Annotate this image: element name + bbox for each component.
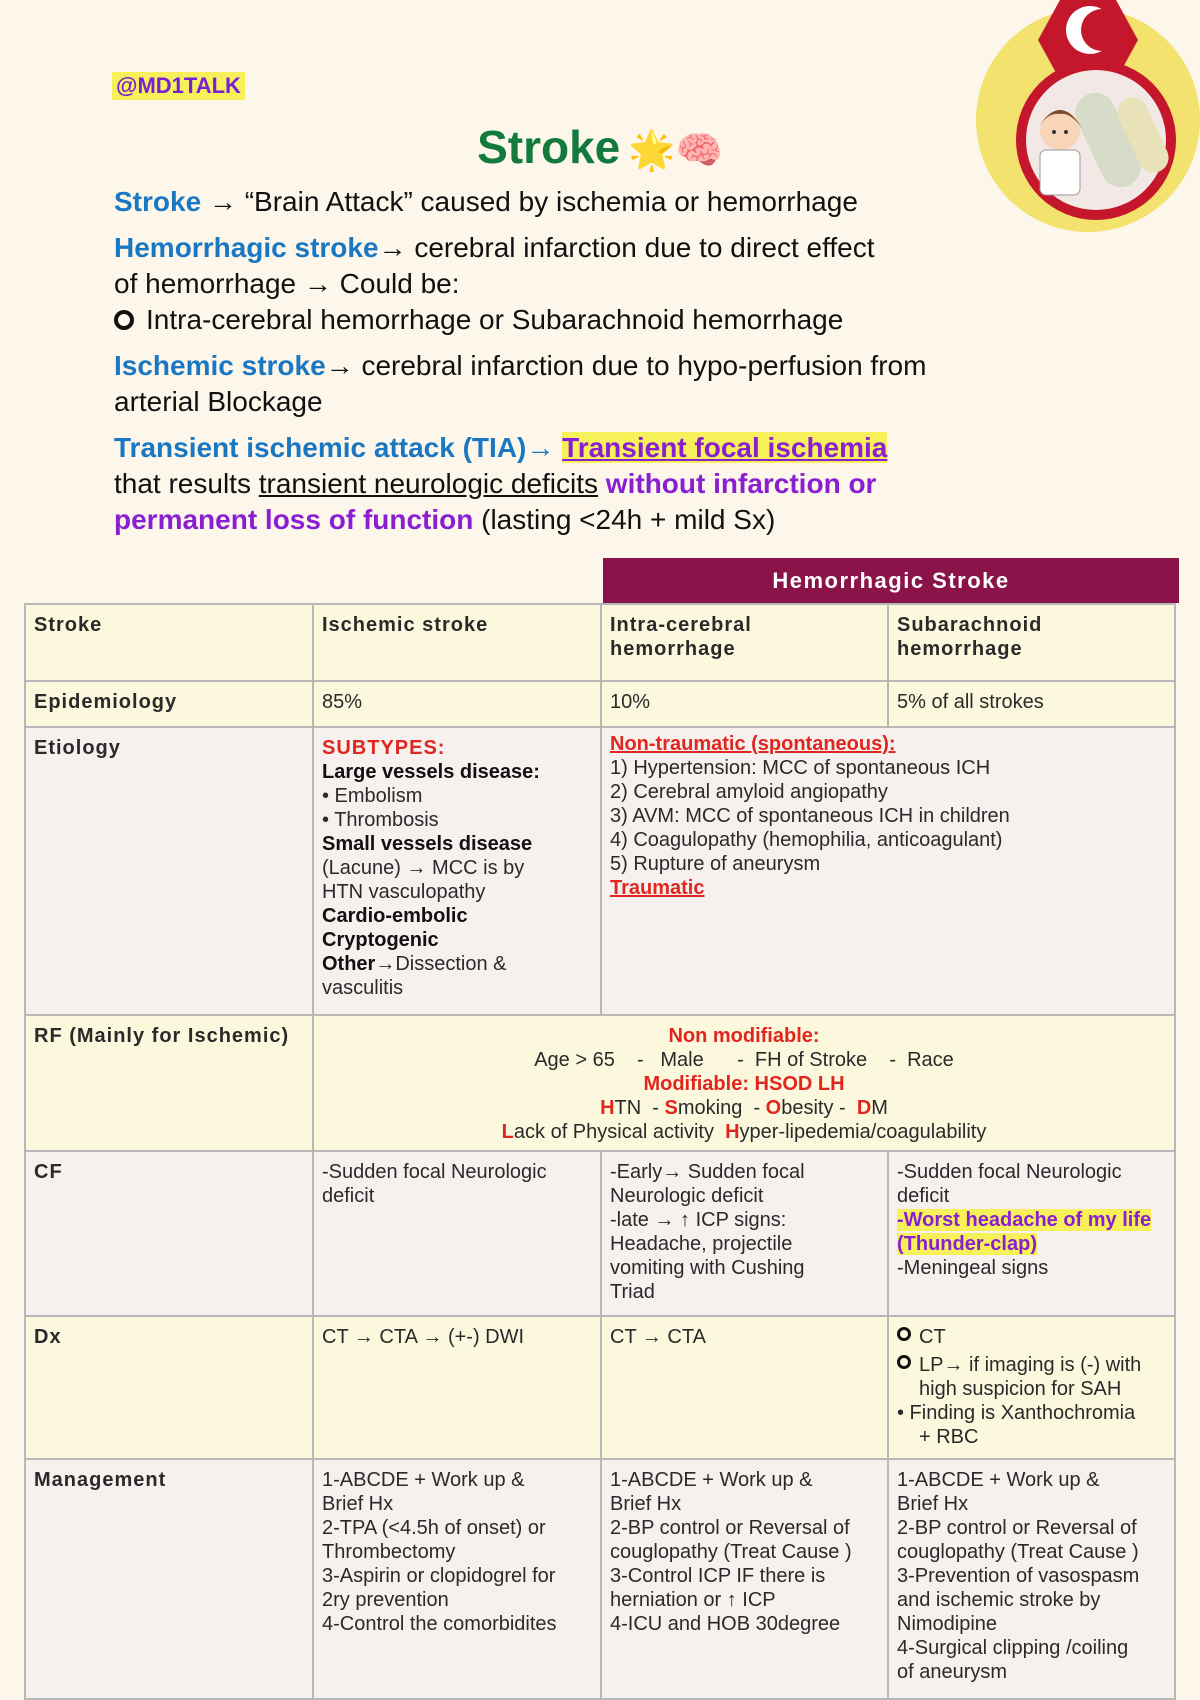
circle-bullet-icon bbox=[897, 1355, 911, 1369]
row-label-dx: Dx bbox=[25, 1316, 313, 1459]
channel-handle: @MD1TALK bbox=[112, 72, 245, 100]
tia-definition: Transient ischemic attack (TIA)→ Transient focal ischemia bbox=[114, 432, 888, 463]
table-row-risk-factors bbox=[25, 1015, 1175, 1151]
circle-bullet-icon bbox=[897, 1327, 911, 1341]
hemorrhagic-types: Intra-cerebral hemorrhage or Subarachnoid hemorrhage bbox=[114, 302, 1074, 338]
col-header-ich: Intra-cerebral hemorrhage bbox=[601, 604, 888, 681]
epi-sah: 5% of all strokes bbox=[888, 681, 1175, 727]
hemorrhagic-definition-cont: of hemorrhage → Could be: bbox=[114, 268, 460, 299]
dx-sah: CT LP→ if imaging is (-) with high suspicion for SAH • Finding is Xanthochromia + RBC bbox=[888, 1316, 1175, 1459]
stroke-definition: Stroke → “Brain Attack” caused by ischemia or hemorrhage bbox=[114, 186, 858, 217]
page-title: Stroke 🌟🧠 bbox=[477, 121, 723, 173]
hemorrhagic-stroke-header: Hemorrhagic Stroke bbox=[603, 558, 1179, 603]
dx-ischemic: CT → CTA → (+-) DWI bbox=[313, 1316, 601, 1459]
col-header-ischemic: Ischemic stroke bbox=[313, 604, 601, 681]
mgmt-ischemic: 1-ABCDE + Work up & Brief Hx 2-TPA (<4.5h of onset) or Thrombectomy 3-Aspirin or clopidogrel for 2ry prevention 4-Control the comorbidites bbox=[313, 1459, 601, 1699]
col-header-stroke: Stroke bbox=[25, 604, 313, 681]
ischemic-definition: Ischemic stroke→ cerebral infarction due to hypo-perfusion from bbox=[114, 350, 927, 381]
table-row-management bbox=[25, 1459, 1175, 1699]
row-label-rf: RF (Mainly for Ischemic) bbox=[25, 1015, 313, 1151]
epi-ich: 10% bbox=[601, 681, 888, 727]
intro-definitions bbox=[114, 184, 1074, 538]
rf-content: Non modifiable: Age > 65 - Male - FH of Stroke - Race Modifiable: HSOD LH HTN - Smoking - Obesity - DM Lack of Physical activity Hyper-lipedemia/coagulability bbox=[313, 1015, 1175, 1151]
etio-ischemic: SUBTYPES: Large vessels disease: • Embolism • Thrombosis Small vessels disease (Lacune) → MCC is by HTN vasculopathy Cardio-embolic Cryptogenic Other→Dissection & vasculitis bbox=[313, 727, 601, 1015]
mgmt-sah: 1-ABCDE + Work up & Brief Hx 2-BP control or Reversal of couglopathy (Treat Cause ) 3-Prevention of vasospasm and ischemic stroke by Nimodipine 4-Surgical clipping /coiling of aneurysm bbox=[888, 1459, 1175, 1699]
cf-sah: -Sudden focal Neurologic deficit -Worst headache of my life (Thunder-clap) -Meningeal signs bbox=[888, 1151, 1175, 1316]
etio-hemorrhagic: Non-traumatic (spontaneous): 1) Hypertension: MCC of spontaneous ICH 2) Cerebral amyloid angiopathy 3) AVM: MCC of spontaneous ICH in children 4) Coagulopathy (hemophilia, anticoagulant) 5) Rupture of aneurysm Traumatic bbox=[601, 727, 1175, 1015]
star-brain-icon: 🌟🧠 bbox=[628, 129, 723, 172]
mgmt-ich: 1-ABCDE + Work up & Brief Hx 2-BP control or Reversal of couglopathy (Treat Cause ) 3-Control ICP IF there is herniation or ↑ ICP 4-ICU and HOB 30degree bbox=[601, 1459, 888, 1699]
table-header-row bbox=[25, 604, 1175, 681]
row-label-etiology: Etiology bbox=[25, 727, 313, 1015]
tia-definition-line2: that results transient neurologic deficits without infarction or bbox=[114, 468, 877, 499]
cf-ischemic: -Sudden focal Neurologic deficit bbox=[313, 1151, 601, 1316]
tia-definition-line3: permanent loss of function (lasting <24h + mild Sx) bbox=[114, 504, 776, 535]
table-row-diagnosis bbox=[25, 1316, 1175, 1459]
cf-ich: -Early→ Sudden focal Neurologic deficit -late → ↑ ICP signs: Headache, projectile vomiting with Cushing Triad bbox=[601, 1151, 888, 1316]
hemorrhagic-definition: Hemorrhagic stroke→ cerebral infarction due to direct effect bbox=[114, 232, 875, 263]
epi-ischemic: 85% bbox=[313, 681, 601, 727]
circle-bullet-icon bbox=[114, 310, 134, 330]
table-row-clinical-features bbox=[25, 1151, 1175, 1316]
row-label-cf: CF bbox=[25, 1151, 313, 1316]
table-row-etiology bbox=[25, 727, 1175, 1015]
col-header-sah: Subarachnoid hemorrhage bbox=[888, 604, 1175, 681]
dx-ich: CT → CTA bbox=[601, 1316, 888, 1459]
table-row-epidemiology bbox=[25, 681, 1175, 727]
stroke-comparison-table bbox=[24, 603, 1176, 1700]
row-label-management: Management bbox=[25, 1459, 313, 1699]
row-label-epidemiology: Epidemiology bbox=[25, 681, 313, 727]
ischemic-definition-cont: arterial Blockage bbox=[114, 386, 323, 417]
